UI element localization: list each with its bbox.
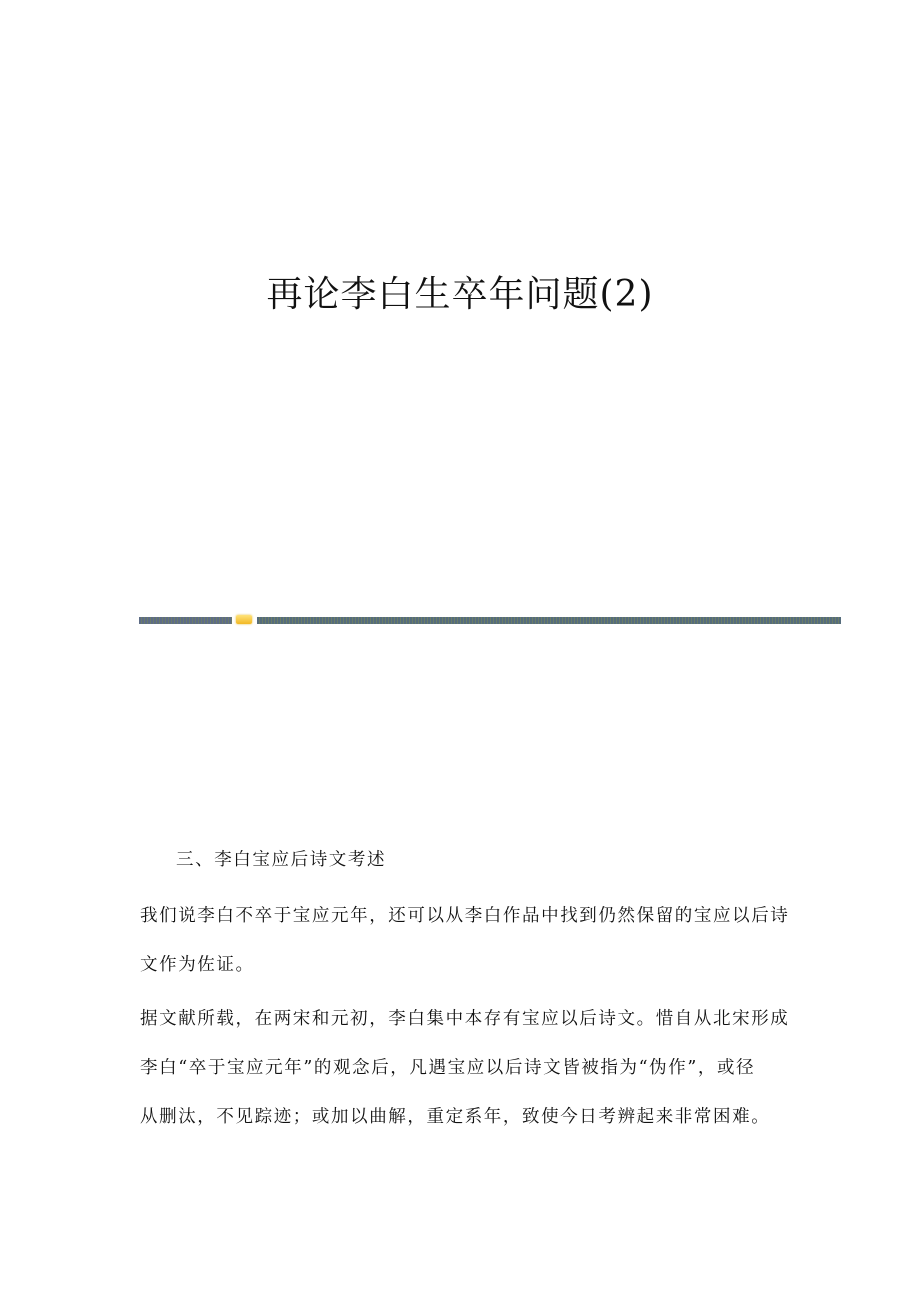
document-title: 再论李白生卒年问题(2) [266,274,654,315]
divider-ornament-icon [236,615,252,624]
section-heading: 三、李白宝应后诗文考述 [176,850,387,870]
paragraph-line: 文作为佐证。 [140,955,255,975]
paragraph-line: 我们说李白不卒于宝应元年，还可以从李白作品中找到仍然保留的宝应以后诗 [140,906,790,926]
paragraph-1 [140,892,789,990]
paragraph-line: 据文献所载，在两宋和元初，李白集中本存有宝应以后诗文。惜自从北宋形成 [140,1009,790,1029]
paragraph-line: 李白“卒于宝应元年”的观念后，凡遇宝应以后诗文皆被指为“伪作”，或径 [140,1058,756,1078]
paragraph-2 [140,995,789,1142]
decorative-divider [139,615,841,625]
divider-bar-right [257,617,841,624]
paragraph-line: 从删汰，不见踪迹；或加以曲解，重定系年，致使今日考辨起来非常困难。 [140,1107,771,1127]
divider-bar-left [139,617,232,624]
